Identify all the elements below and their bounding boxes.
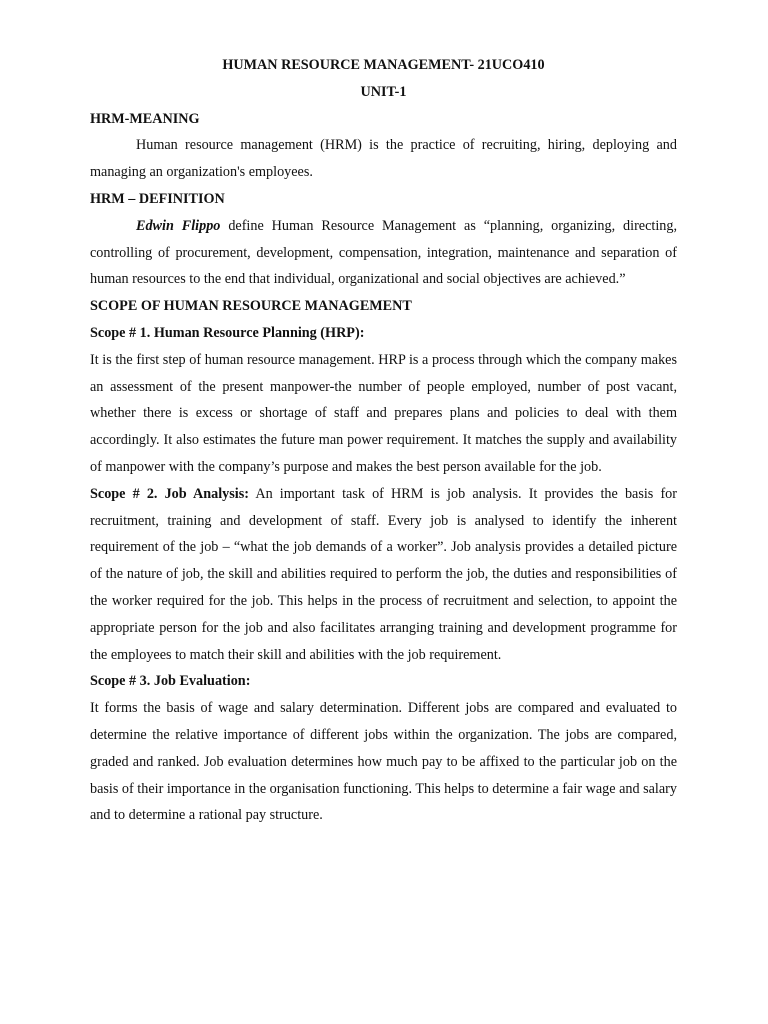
meaning-heading: HRM-MEANING [90,110,200,127]
document-page [90,52,677,829]
scope-2-title: Scope # 2. Job Analysis: [90,485,249,502]
definition-author: Edwin Flippo [136,217,221,234]
definition-heading: HRM – DEFINITION [90,190,225,207]
document-title: HUMAN RESOURCE MANAGEMENT- 21UCO410 [222,57,545,73]
scope-1-paragraph: It is the first step of human resource management. HRP is a process through which the company makes an assessment of the present manpower-the number of people employed, number of post vacant, whether there is excess or shortage of staff and prepares plans and policies to deal with them accordingly. It also estimates the future man power requirement. It matches the supply and availability of manpower with the company’s purpose and makes the best person available for the job. [90,351,677,475]
scope-1-title: Scope # 1. Human Resource Planning (HRP): [90,324,365,341]
scope-2-paragraph [90,481,677,669]
definition-paragraph [90,213,677,293]
scope-3-paragraph: It forms the basis of wage and salary determination. Different jobs are compared and evaluated to determine the relative importance of different jobs within the organization. The jobs are compared, graded and ranked. Job evaluation determines how much pay to be affixed to the particular job on the basis of their importance in the organisation functioning. This helps to determine a fair wage and salary and to determine a rational pay structure. [90,700,677,824]
scope-heading: SCOPE OF HUMAN RESOURCE MANAGEMENT [90,298,412,315]
meaning-paragraph: Human resource management (HRM) is the practice of recruiting, hiring, deploying and managing an organization's employees. [90,137,677,181]
definition-text: define Human Resource Management as “planning, organizing, directing, controlling of procurement, development, compensation, integration, maintenance and separation of human resources to the end that individual, organizational and social objectives are achieved.” [90,217,678,288]
scope-3-title: Scope # 3. Job Evaluation: [90,673,251,690]
unit-label: UNIT-1 [360,83,407,100]
scope-2-text: An important task of HRM is job analysis. It provides the basis for recruitment, training and development of staff. Every job is analysed to identify the inherent requirement of the job – “what the job demands of a worker”. Job analysis provides a detailed picture of the nature of job, the skill and abilities required to perform the job, the duties and responsibilities of the worker required for the job. This helps in the process of recruitment and selection, to appoint the appropriate person for the job and also facilitates arranging training and development programme for the employees to match their skill and abilities with the job requirement. [90,485,677,663]
